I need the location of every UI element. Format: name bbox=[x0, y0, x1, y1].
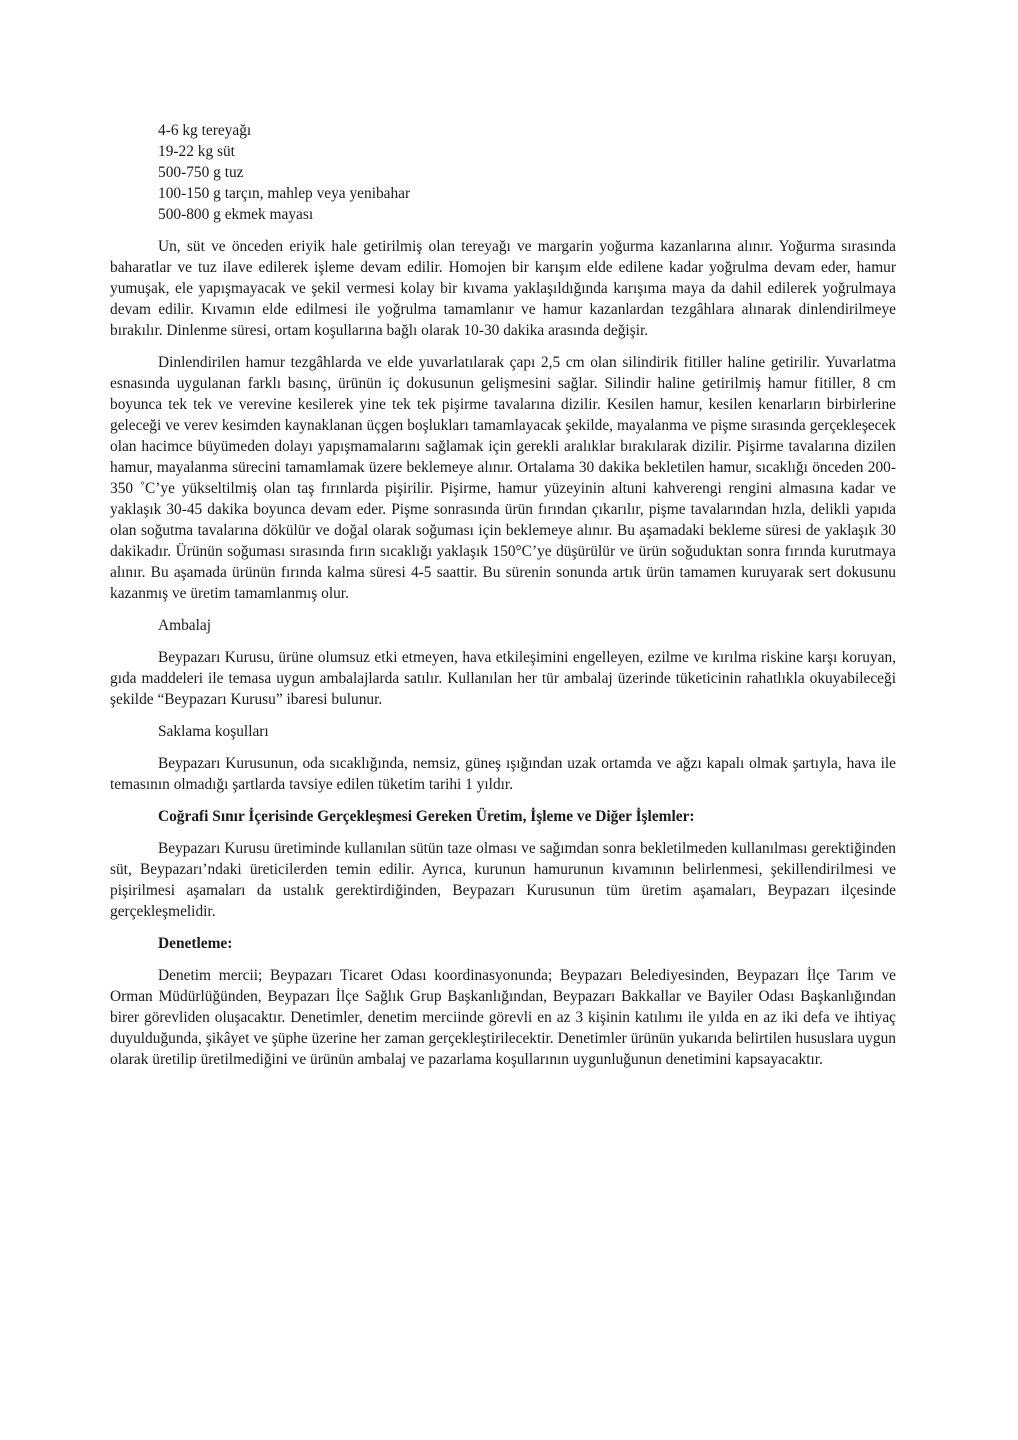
storage-heading: Saklama koşulları bbox=[158, 723, 269, 740]
ingredient-item: 500-750 g tuz bbox=[158, 164, 244, 181]
geographic-heading: Coğrafi Sınır İçerisinde Gerçekleşmesi Gereken Üretim, İşleme ve Diğer İşlemler: bbox=[158, 808, 695, 825]
ingredient-item: 4-6 kg tereyağı bbox=[158, 122, 252, 139]
packaging-heading: Ambalaj bbox=[158, 617, 211, 634]
packaging-paragraph: Beypazarı Kurusu, ürüne olumsuz etki etmeyen, hava etkileşimini engelleyen, ezilme ve kırılma riskine karşı koruyan, gıda maddeleri ile temasa uygun ambalajlarda satılır. Kullanılan her tür ambalaj üzerinde tüketicinin rahatlıkla okuyabileceği şekilde “Beypazarı Kurusu” ibaresi bulunur. bbox=[110, 649, 896, 708]
ingredient-item: 500-800 g ekmek mayası bbox=[158, 206, 314, 223]
ingredient-item: 19-22 kg süt bbox=[158, 143, 235, 160]
geographic-paragraph: Beypazarı Kurusu üretiminde kullanılan sütün taze olması ve sağımdan sonra bekletilmeden kullanılması gerektiğinden süt, Beypazarı’ndaki üreticilerden temin edilir. Ayrıca, kurunun hamurunun kıvamının belirlenmesi, şekillendirilmesi ve pişirilmesi aşamaları da ustalık gerektirdiğinden, Beypazarı Kurusunun tüm üretim aşamaları, Beypazarı ilçesinde gerçekleşmelidir. bbox=[110, 840, 896, 920]
ingredient-list bbox=[158, 120, 896, 225]
inspection-heading: Denetleme: bbox=[158, 935, 233, 952]
kneading-paragraph: Un, süt ve önceden eriyik hale getirilmiş olan tereyağı ve margarin yoğurma kazanlarına alınır. Yoğurma sırasında baharatlar ve tuz ilave edilerek işleme devam edilir. Homojen bir karışım elde edilene kadar yoğrulma devam eder, hamur yumuşak, ele yapışmayacak ve şekil vermesi kolay bir kıvama yaklaşıldığında karışıma maya da dahil edilerek yoğrulmaya devam edilir. Kıvamın elde edilmesi ile yoğrulma tamamlanır ve hamur kazanlardan tezgâhlara alınarak dinlendirilmeye bırakılır. Dinlenme süresi, ortam koşullarına bağlı olarak 10-30 dakika arasında değişir. bbox=[110, 238, 896, 339]
storage-paragraph: Beypazarı Kurusunun, oda sıcaklığında, nemsiz, güneş ışığından uzak ortamda ve ağzı kapalı olmak şartıyla, hava ile temasının olmadığı şartlarda tavsiye edilen tüketim tarihi 1 yıldır. bbox=[110, 755, 896, 793]
document-body bbox=[110, 120, 896, 1081]
ingredient-item: 100-150 g tarçın, mahlep veya yenibahar bbox=[158, 185, 411, 202]
shaping-baking-paragraph: Dinlendirilen hamur tezgâhlarda ve elde yuvarlatılarak çapı 2,5 cm olan silindirik fitiller haline getirilir. Yuvarlatma esnasında uygulanan farklı basınç, ürünün iç dokusunun gelişmesini sağlar. Silindir haline getirilmiş hamur fitiller, 8 cm boyunca tek tek ve verevine kesilerek yine tek tek pişirme tavalarına dizilir. Kesilen hamur, kesilen kenarların birbirlerine geleceği ve verev kesimden kaynaklanan üçgen boşlukları tamamlayacak şekilde, mayalanma ve pişme sırasında gerçekleşecek olan hacimce büyümeden dolayı yapışmamalarını sağlamak için gerekli aralıklar bırakılarak dizilir. Pişirme tavalarına dizilen hamur, mayalanma sürecini tamamlamak üzere beklemeye alınır. Ortalama 30 dakika bekletilen hamur, sıcaklığı önceden 200-350 ˚C’ye yükseltilmiş olan taş fırınlarda pişirilir. Pişirme, hamur yüzeyinin altuni kahverengi rengini almasına kadar ve yaklaşık 30-45 dakika boyunca devam eder. Pişme sonrasında ürün fırından çıkarılır, pişme tavalarından hızla, delikli yapıda olan soğutma tavalarına dökülür ve doğal olarak soğuması için beklemeye alınır. Bu aşamadaki bekleme süresi de yaklaşık 30 dakikadır. Ürünün soğuması sırasında fırın sıcaklığı yaklaşık 150°C’ye düşürülür ve ürün soğuduktan sonra fırında kurutmaya alınır. Bu aşamada ürünün fırında kalma süresi 4-5 saattir. Bu sürenin sonunda artık ürün tamamen kuruyarak sert dokusunu kazanmış ve üretim tamamlanmış olur. bbox=[110, 354, 896, 602]
inspection-paragraph: Denetim mercii; Beypazarı Ticaret Odası koordinasyonunda; Beypazarı Belediyesinden, Beypazarı İlçe Tarım ve Orman Müdürlüğünden, Beypazarı İlçe Sağlık Grup Başkanlığından, Beypazarı Bakkallar ve Bayiler Odası Başkanlığından birer görevliden oluşacaktır. Denetimler, denetim merciinde görevli en az 3 kişinin katılımı ile yılda en az iki defa ve ihtiyaç duyulduğunda, şikâyet ve şüphe üzerine her zaman gerçekleştirilecektir. Denetimler ürünün yukarıda belirtilen hususlara uygun olarak üretilip üretilmediğini ve ürünün ambalaj ve pazarlama koşullarının uygunluğunun denetimini kapsayacaktır. bbox=[110, 967, 896, 1068]
